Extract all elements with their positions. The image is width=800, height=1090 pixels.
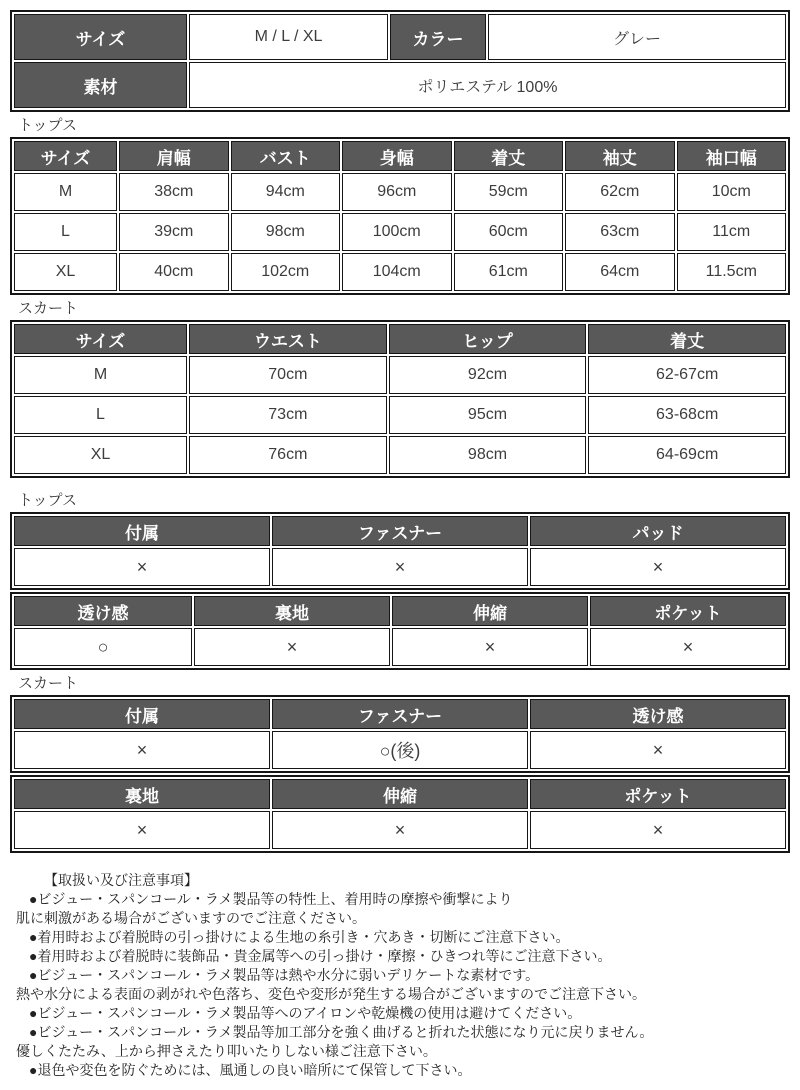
note-line: ●退色や変色を防ぐためには、風通しの良い暗所にて保管して下さい。 <box>29 1062 472 1078</box>
feature-value: × <box>530 548 786 586</box>
measurement-cell: 11.5cm <box>677 253 787 291</box>
measurement-cell: 38cm <box>119 173 229 211</box>
measurement-cell: 104cm <box>342 253 452 291</box>
feature-value: × <box>530 731 786 769</box>
feature-value: × <box>590 628 786 666</box>
table-row <box>14 253 786 291</box>
feature-value: × <box>272 548 528 586</box>
feature-value: × <box>530 811 786 849</box>
note-line: ●ビジュー・スパンコール・ラメ製品等は熱や水分に弱いデリケートな素材です。 <box>29 967 540 983</box>
column-header: ヒップ <box>389 324 587 354</box>
measurement-cell: 64-69cm <box>588 436 786 474</box>
note-line: ●着用時および着脱時の引っ掛けによる生地の糸引き・穴あき・切断にご注意下さい。 <box>29 929 570 945</box>
measurement-cell: 39cm <box>119 213 229 251</box>
feature-header: 伸縮 <box>272 779 528 809</box>
feature-header: ファスナー <box>272 516 528 546</box>
column-header: 袖口幅 <box>677 141 787 171</box>
measurement-cell: 62cm <box>565 173 675 211</box>
column-header: サイズ <box>14 141 117 171</box>
material-header: 素材 <box>14 62 187 108</box>
measurement-cell: 98cm <box>231 213 341 251</box>
table-row <box>14 396 786 434</box>
measurement-cell: 73cm <box>189 396 387 434</box>
measurement-cell: 96cm <box>342 173 452 211</box>
size-cell: L <box>14 213 117 251</box>
measurement-cell: 92cm <box>389 356 587 394</box>
care-notes <box>16 871 790 1080</box>
note-line: ●ビジュー・スパンコール・ラメ製品等へのアイロンや乾燥機の使用は避けてください。 <box>29 1005 582 1021</box>
measurement-cell: 94cm <box>231 173 341 211</box>
feature-header: 付属 <box>14 516 270 546</box>
table-row <box>14 548 786 586</box>
feature-header: ファスナー <box>272 699 528 729</box>
measurement-cell: 98cm <box>389 436 587 474</box>
feature-header: ポケット <box>590 596 786 626</box>
table-row <box>14 173 786 211</box>
note-line: 優しくたたみ、上から押さえたり叩いたりしない様ご注意下さい。 <box>16 1043 437 1059</box>
feature-value: × <box>14 731 270 769</box>
measurement-cell: 95cm <box>389 396 587 434</box>
size-header: サイズ <box>14 14 187 60</box>
note-line: 熱や水分による表面の剥がれや色落ち、変色や変形が発生する場合がございますのでご注意下さい。 <box>16 986 646 1002</box>
table-row <box>14 731 786 769</box>
column-header: 着丈 <box>454 141 564 171</box>
column-header: ウエスト <box>189 324 387 354</box>
measurement-cell: 11cm <box>677 213 787 251</box>
section-label-tops-features: トップス <box>18 492 77 509</box>
material-value: ポリエステル 100% <box>189 62 786 108</box>
measurement-cell: 60cm <box>454 213 564 251</box>
note-line: ●着用時および着脱時に装飾品・貴金属等への引っ掛け・摩擦・ひきつれ等にご注意下さい。 <box>29 948 612 964</box>
feature-value: ○(後) <box>272 731 528 769</box>
section-label-skirt-measurements: スカート <box>18 300 79 317</box>
measurement-cell: 61cm <box>454 253 564 291</box>
feature-value: × <box>14 548 270 586</box>
measurement-cell: 63cm <box>565 213 675 251</box>
feature-header: 透け感 <box>530 699 786 729</box>
feature-header: 付属 <box>14 699 270 729</box>
measurement-cell: 64cm <box>565 253 675 291</box>
feature-value: × <box>14 811 270 849</box>
skirt-measurement-table <box>10 320 790 478</box>
measurement-cell: 59cm <box>454 173 564 211</box>
color-header: カラー <box>390 14 486 60</box>
measurement-cell: 76cm <box>189 436 387 474</box>
measurement-cell: 10cm <box>677 173 787 211</box>
table-row <box>14 213 786 251</box>
feature-header: 透け感 <box>14 596 192 626</box>
feature-value: × <box>392 628 588 666</box>
feature-value: ○ <box>14 628 192 666</box>
measurement-cell: 40cm <box>119 253 229 291</box>
tops-measurement-table <box>10 137 790 295</box>
column-header: 袖丈 <box>565 141 675 171</box>
color-value: グレー <box>488 14 786 60</box>
table-row <box>14 811 786 849</box>
note-line: ●ビジュー・スパンコール・ラメ製品等の特性上、着用時の摩擦や衝撃により <box>29 891 513 907</box>
feature-value: × <box>272 811 528 849</box>
measurement-cell: 70cm <box>189 356 387 394</box>
feature-header: 伸縮 <box>392 596 588 626</box>
table-row <box>14 628 786 666</box>
size-cell: M <box>14 173 117 211</box>
column-header: バスト <box>231 141 341 171</box>
size-cell: XL <box>14 253 117 291</box>
skirt-features-table-2 <box>10 775 790 853</box>
column-header: サイズ <box>14 324 187 354</box>
column-header: 身幅 <box>342 141 452 171</box>
feature-value: × <box>194 628 390 666</box>
section-label-skirt-features: スカート <box>18 675 79 692</box>
column-header: 着丈 <box>588 324 786 354</box>
column-header: 肩幅 <box>119 141 229 171</box>
tops-features-table-2 <box>10 592 790 670</box>
care-notes-title: 【取扱い及び注意事項】 <box>44 872 198 888</box>
feature-header: 裏地 <box>194 596 390 626</box>
note-line: ●ビジュー・スパンコール・ラメ製品等加工部分を強く曲げると折れた状態になり元に戻りません。 <box>29 1024 654 1040</box>
feature-header: 裏地 <box>14 779 270 809</box>
product-info-table <box>10 10 790 112</box>
size-cell: L <box>14 396 187 434</box>
skirt-features-table-1 <box>10 695 790 773</box>
size-cell: M <box>14 356 187 394</box>
size-cell: XL <box>14 436 187 474</box>
size-value: M / L / XL <box>189 14 388 60</box>
table-row <box>14 436 786 474</box>
table-row <box>14 356 786 394</box>
measurement-cell: 62-67cm <box>588 356 786 394</box>
feature-header: ポケット <box>530 779 786 809</box>
tops-features-table-1 <box>10 512 790 590</box>
measurement-cell: 63-68cm <box>588 396 786 434</box>
measurement-cell: 102cm <box>231 253 341 291</box>
measurement-cell: 100cm <box>342 213 452 251</box>
note-line: 肌に刺激がある場合がございますのでご注意ください。 <box>16 910 366 926</box>
feature-header: パッド <box>530 516 786 546</box>
section-label-tops-measurements: トップス <box>18 117 77 134</box>
